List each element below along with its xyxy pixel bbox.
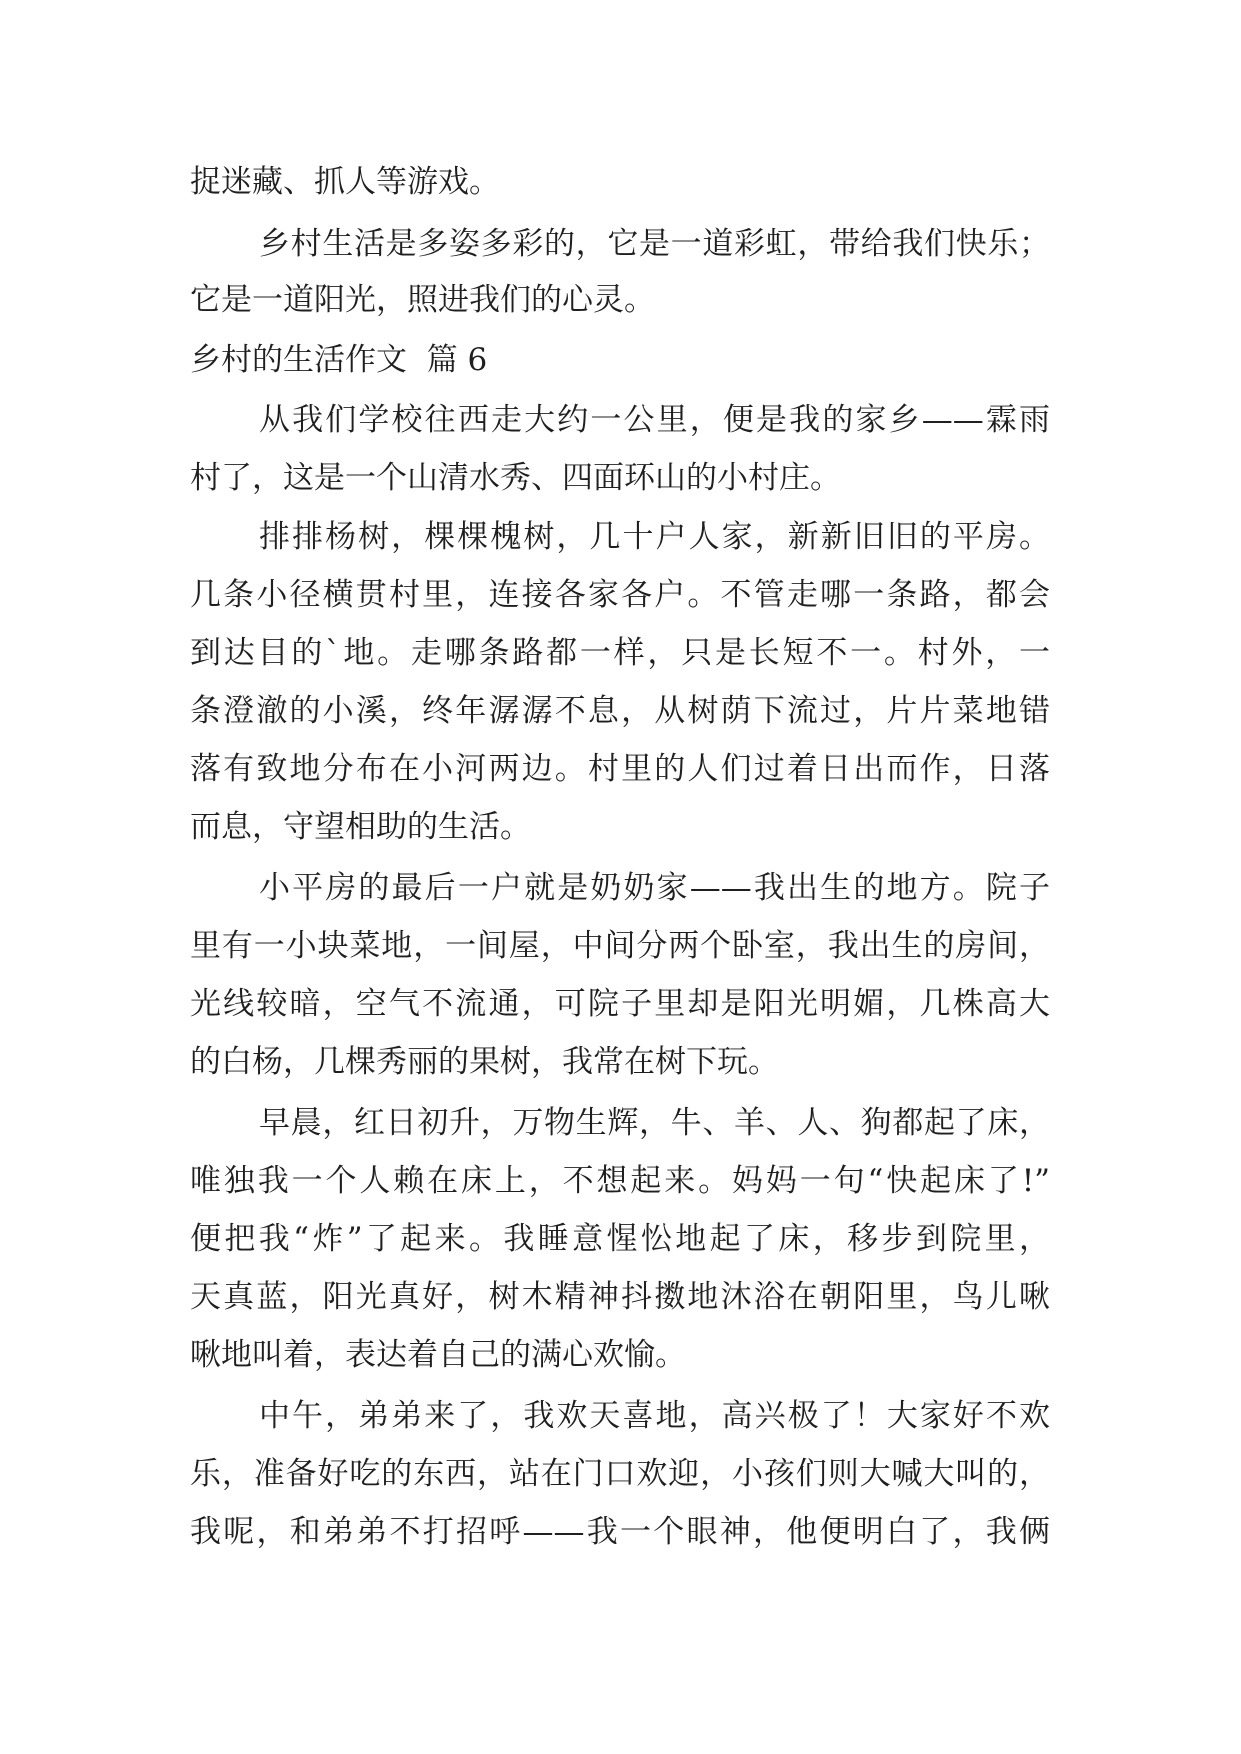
text-line: 里有一小块菜地，一间屋，中间分两个卧室，我出生的房间，: [190, 928, 1050, 964]
text-line: 早晨，红日初升，万物生辉，牛、羊、人、狗都起了床，: [259, 1105, 1050, 1141]
text-line: 便把我“炸”了起来。我睡意惺忪地起了床，移步到院里，: [190, 1221, 1050, 1257]
text-line: 捉迷藏、抓人等游戏。: [190, 164, 500, 200]
text-line: 从我们学校往西走大约一公里，便是我的家乡——霖雨: [259, 402, 1050, 438]
text-line: 它是一道阳光，照进我们的心灵。: [190, 282, 655, 318]
text-line: 我呢，和弟弟不打招呼——我一个眼神，他便明白了，我俩: [190, 1514, 1050, 1550]
text-line: 而息，守望相助的生活。: [190, 809, 531, 845]
text-line: 排排杨树，棵棵槐树，几十户人家，新新旧旧的平房。: [259, 519, 1050, 555]
text-line: 条澄澈的小溪，终年潺潺不息，从树荫下流过，片片菜地错: [190, 693, 1050, 729]
text-line: 唯独我一个人赖在床上，不想起来。妈妈一句“快起床了!”: [190, 1163, 1050, 1199]
text-line: 光线较暗，空气不流通，可院子里却是阳光明媚，几株高大: [190, 986, 1050, 1022]
text-line: 小平房的最后一户就是奶奶家——我出生的地方。院子: [259, 870, 1050, 906]
text-line: 天真蓝，阳光真好，树木精神抖擞地沐浴在朝阳里，鸟儿啾: [190, 1279, 1050, 1315]
text-line: 的白杨，几棵秀丽的果树，我常在树下玩。: [190, 1044, 779, 1080]
text-line: 乐，准备好吃的东西，站在门口欢迎，小孩们则大喊大叫的，: [190, 1456, 1050, 1492]
text-line: 乡村生活是多姿多彩的，它是一道彩虹，带给我们快乐；: [259, 226, 1050, 262]
text-line: 村了，这是一个山清水秀、四面环山的小村庄。: [190, 460, 841, 496]
text-line: 落有致地分布在小河两边。村里的人们过着日出而作，日落: [190, 751, 1050, 787]
text-line: 啾地叫着，表达着自己的满心欢愉。: [190, 1337, 686, 1373]
text-line: 中午，弟弟来了，我欢天喜地，高兴极了！大家好不欢: [259, 1398, 1050, 1434]
essay-heading: 乡村的生活作文 篇 6: [190, 342, 488, 378]
text-line: 几条小径横贯村里，连接各家各户。不管走哪一条路，都会: [190, 577, 1050, 613]
text-line: 到达目的`地。走哪条路都一样，只是长短不一。村外，一: [190, 635, 1050, 671]
